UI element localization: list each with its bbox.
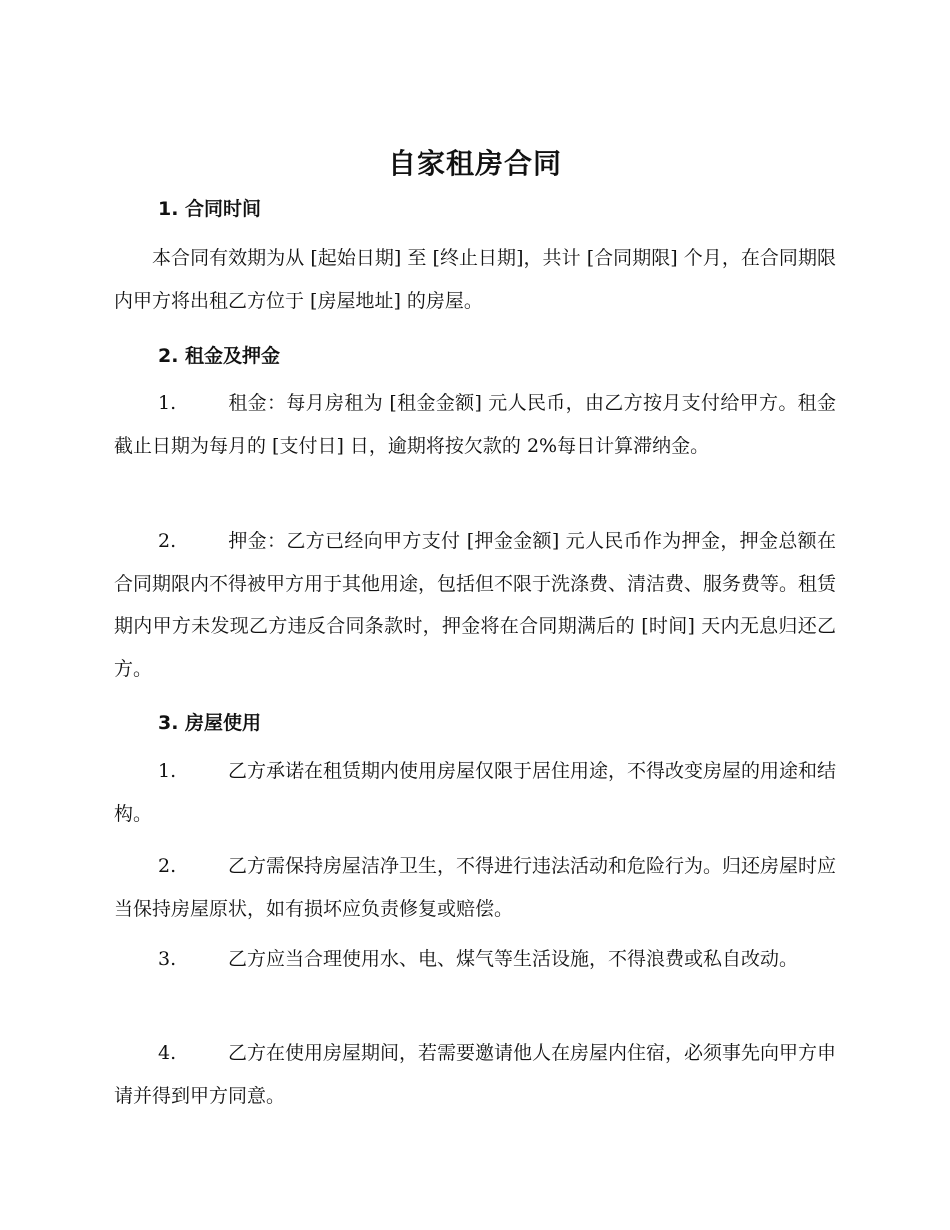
deposit-item (114, 520, 836, 690)
section-heading-rent-deposit: 2. 租金及押金 (158, 345, 281, 367)
list-item-text: 乙方应当合理使用水、电、煤气等生活设施，不得浪费或私自改动。 (228, 948, 799, 970)
list-item-text: 乙方需保持房屋洁净卫生，不得进行违法活动和危险行为。归还房屋时应当保持房屋原状，如有损坏应负责修复或赔偿。 (114, 855, 837, 920)
list-number: 1. (158, 392, 177, 414)
rent-item (114, 382, 836, 467)
section-heading-time: 1. 合同时间 (158, 198, 262, 220)
list-number: 2. (158, 530, 177, 552)
section-time-paragraph: 本合同有效期为从 [起始日期] 至 [终止日期]，共计 [合同期限] 个月，在合同期限内甲方将出租乙方位于 [房屋地址] 的房屋。 (114, 247, 836, 312)
usage-item-2 (114, 845, 836, 930)
list-item-text: 押金：乙方已经向甲方支付 [押金金额] 元人民币作为押金，押金总额在合同期限内不得被甲方用于其他用途，包括但不限于洗涤费、清洁费、服务费等。租赁期内甲方未发现乙方违反合同条款时，押金将在合同期满后的 [时间] 天内无息归还乙方。 (114, 530, 837, 680)
usage-item-1 (114, 750, 836, 835)
list-number: 2. (158, 855, 177, 877)
section-heading-usage: 3. 房屋使用 (158, 712, 262, 734)
list-item-text: 乙方在使用房屋期间，若需要邀请他人在房屋内住宿，必须事先向甲方申请并得到甲方同意。 (114, 1042, 837, 1107)
usage-item-4 (114, 1032, 836, 1117)
list-number: 1. (158, 760, 177, 782)
usage-item-3 (114, 938, 836, 981)
list-number: 4. (158, 1042, 177, 1064)
document-title: 自家租房合同 (387, 147, 562, 180)
list-item-text: 租金：每月房租为 [租金金额] 元人民币，由乙方按月支付给甲方。租金截止日期为每月的 [支付日] 日，逾期将按欠款的 2%每日计算滞纳金。 (114, 392, 836, 457)
list-number: 3. (158, 948, 177, 970)
list-item-text: 乙方承诺在租赁期内使用房屋仅限于居住用途，不得改变房屋的用途和结构。 (114, 760, 837, 825)
